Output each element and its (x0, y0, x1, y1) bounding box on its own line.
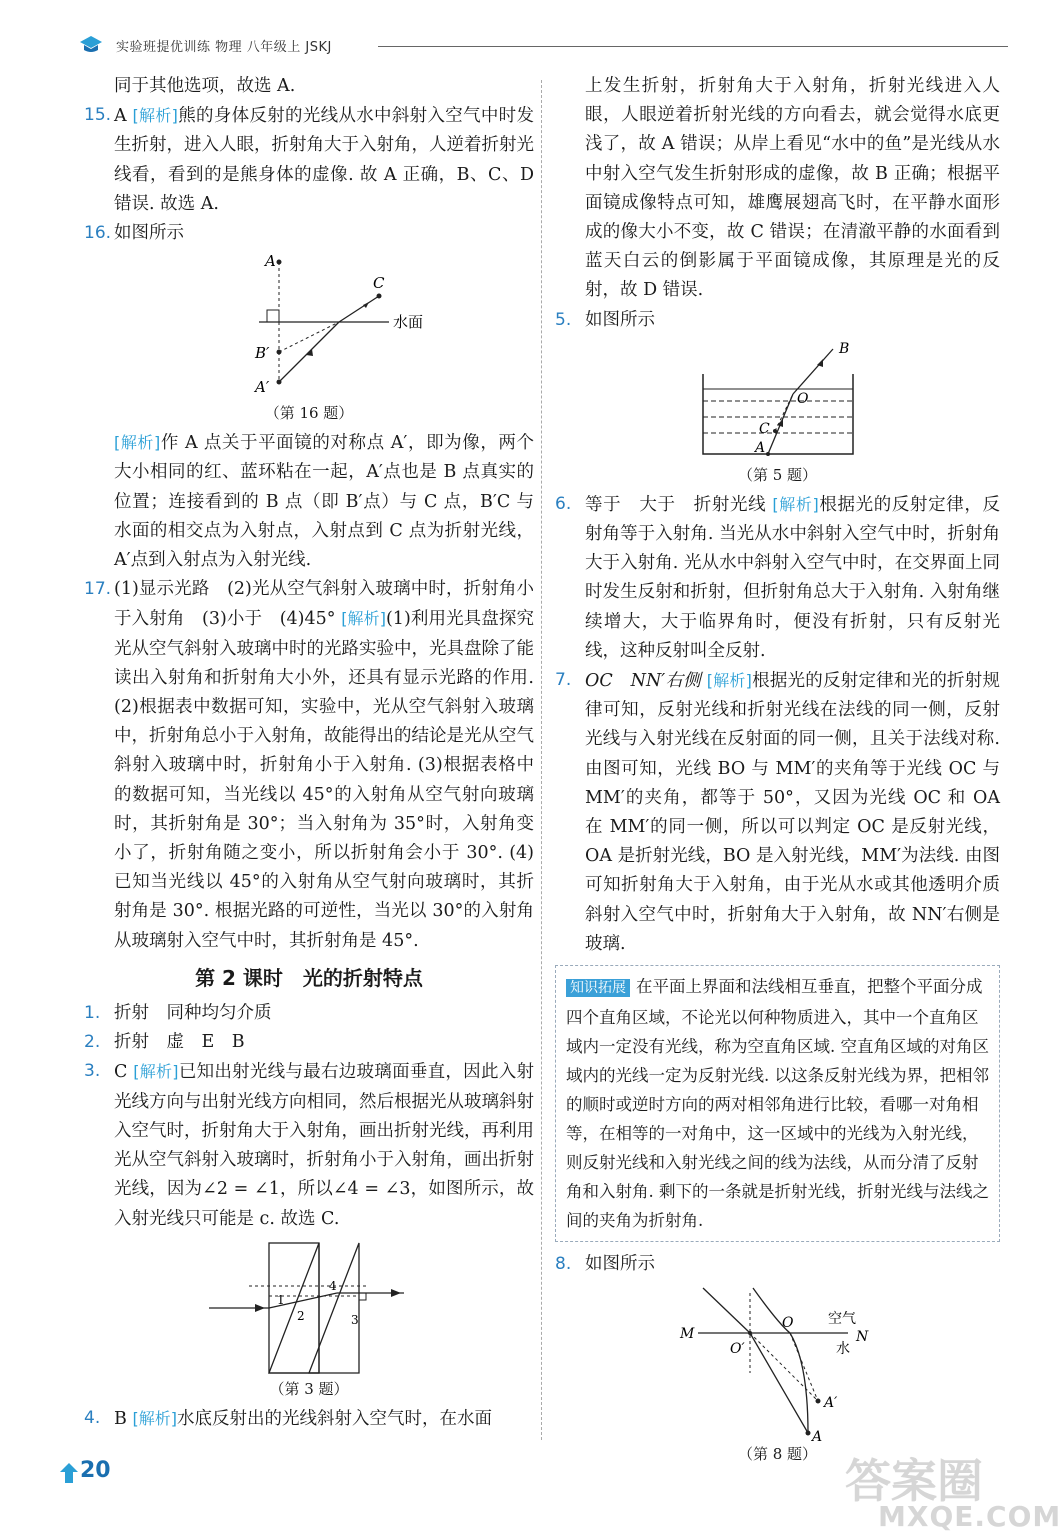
answer-text: (1)显示光路 (2)光从空气斜射入玻璃中时，折射角小于入射角 (3)小于 (4)45° (114, 579, 534, 630)
answer-17 (84, 575, 534, 956)
page-arrow-icon (60, 1463, 78, 1483)
answer-number: 6. (555, 493, 572, 514)
analysis-tag: [解析] (133, 1062, 179, 1082)
label-a: A (811, 1429, 822, 1446)
answer-number: 16. (84, 223, 112, 244)
answer-number: 5. (555, 309, 572, 330)
knowledge-extension-box (555, 965, 1000, 1242)
watermark-url: MXQE.COM (878, 1500, 1061, 1533)
knowledge-extension-text: 在平面上界面和法线相互垂直，把整个平面分成四个直角区域，不论光以何种物质进入，其中一个直角区域内一定没有光线，称为空直角区域. 空直角区域的对角区域内的光线一定为反射光线. 以这条反射光线为界，把相邻的顺时或逆时方向的两对相邻角进行比较，看哪一对角相等，在相等的一对角中，这一区域中的光线为入射光线，则反射光线和入射光线之间的线为法线，从而分清了反射角和入射角. 剩下的一条就是折射光线，折射光线与法线之间的夹角为折射角. (566, 977, 989, 1231)
analysis-16 (84, 428, 534, 575)
answer-choice: A (114, 106, 127, 127)
answer-number: 15. (84, 105, 112, 126)
label-o: O (781, 1315, 793, 1332)
angle-label-4: 4 (329, 1278, 337, 1293)
watermark-logo: 答案圈 (845, 1454, 983, 1508)
answer-choice: C (114, 1062, 128, 1083)
page-header (78, 30, 1008, 62)
answer-number: 2. (84, 1032, 101, 1053)
answer-text: 如图所示 (114, 223, 184, 244)
book-logo-icon (78, 32, 104, 54)
label-c: C (373, 274, 385, 293)
answer-number: 3. (84, 1061, 101, 1082)
figure-5 (693, 339, 863, 464)
figure-16 (199, 252, 424, 402)
label-a: A (265, 252, 276, 271)
label-b-prime: B′ (255, 344, 270, 363)
label-b: B (838, 340, 849, 357)
answer-number: 1. (84, 1003, 101, 1024)
answer-3 (84, 1057, 534, 1233)
answer-4 (84, 1404, 534, 1434)
label-o: O (796, 390, 808, 407)
answer-number: 4. (84, 1407, 101, 1428)
answer-16 (84, 219, 534, 248)
analysis-tag: [解析] (341, 609, 386, 629)
answer-7 (555, 666, 1000, 959)
answer-text: 如图所示 (585, 309, 655, 330)
answer-number: 7. (555, 670, 572, 691)
section-title: 第 2 课时 光的折射特点 (195, 965, 423, 990)
answer-1 (84, 999, 534, 1028)
label-m: M (679, 1326, 694, 1343)
analysis-tag: [解析] (114, 433, 161, 453)
label-c: C (758, 420, 770, 437)
analysis-text: 根据光的反射定律和光的折射规律可知，反射光线和折射光线在法线的同一侧，反射光线与入射光线在反射面的同一侧，且关于法线对称. 由图可知，光线 BO 与 MM′的夹角等于光线 OC 与 MM′的夹角，都等于 50°，又因为光线 OC 和 OA 在 MM′的同一侧，所以可以判定 OC 是反射光线，OA 是折射光线，BO 是入射光线，MM′为法线. 由图可知折射角大于入射角，由于光从水或其他透明介质斜射入空气中时，折射角大于入射角，故 NN′右侧是玻璃. (585, 671, 1000, 954)
analysis-text: 作 A 点关于平面镜的对称点 A′，即为像，两个大小相同的红、蓝环粘在一起，A′点也是 B 点真实的位置；连接看到的 B 点（即 B′点）与 C 点，B′C 与水面的相交点为入射点，入射点到 C 点为折射光线，A′点到入射点为入射光线. (114, 433, 534, 571)
label-a-prime: A′ (823, 1395, 837, 1412)
header-rule (378, 46, 1008, 47)
label-a: A (754, 439, 765, 456)
label-n: N (855, 1329, 868, 1346)
continued-text: 上发生折射，折射角大于入射角，折射光线进入人眼，人眼逆着折射光线的方向看去，就会觉得水底更浅了，故 A 错误；从岸上看见“水中的鱼”是光线从水中射入空气发生折射形成的虚像，故 B 正确；根据平面镜成像特点可知，雄鹰展翅高飞时，在平静水面形成的像大小不变，故 C 错误；在清澈平静的水面看到蓝天白云的倒影属于平面镜成像，其原理是光的反射，故 D 错误. (585, 76, 1000, 301)
label-a-prime: A′ (255, 378, 270, 397)
analysis-tag: [解析] (132, 1408, 177, 1428)
answer-8 (555, 1250, 1000, 1279)
continued-text: 同于其他选项，故选 A. (114, 76, 296, 96)
right-column (555, 72, 1000, 1469)
header-title: 实验班提优训练 物理 八年级上 JSKJ (116, 40, 332, 55)
analysis-text: 熊的身体反射的光线从水中斜射入空气中时发生折射，进入人眼，折射角大于入射角，人逆着折射光线看，看到的是熊身体的虚像. 故 A 正确，B、C、D 错误. 故选 A. (114, 106, 534, 214)
answer-5 (555, 306, 1000, 335)
answer-2 (84, 1028, 534, 1057)
knowledge-extension-label: 知识拓展 (566, 979, 630, 997)
answer-text: 折射 同种均匀介质 (114, 1003, 272, 1024)
figure-3 (209, 1238, 409, 1378)
answer-number: 8. (555, 1254, 572, 1275)
figure-caption: （第 5 题） (737, 465, 818, 484)
analysis-text: 已知出射光线与最右边玻璃面垂直，因此入射光线方向与出射光线方向相同，然后根据光从玻璃斜射入空气时，折射角大于入射角，画出折射光线，再利用光从空气斜射入玻璃时，折射角小于入射角，画出折射光线，因为∠2 = ∠1，所以∠4 = ∠3，如图所示，故入射光线只可能是 c. 故选 C. (114, 1062, 534, 1229)
angle-label-3: 3 (351, 1312, 359, 1327)
figure-caption: （第 8 题） (737, 1445, 818, 1464)
answer-text: 如图所示 (585, 1254, 655, 1275)
answer-6 (555, 490, 1000, 666)
analysis-text: (1)利用光具盘探究光从空气斜射入玻璃中时的光路实验中，光具盘除了能读出入射角和折射角大小外，还具有显示光路的作用. (2)根据表中数据可知，实验中，光从空气斜射入玻璃中，折射角总小于入射角，故能得出的结论是光从空气斜射入玻璃中时，折射角小于入射角. (3)根据表格中的数据可知，当光线以 45°的入射角从空气射向玻璃时，其折射角是 30°；当入射角为 35°时，入射角变小了，折射角随之变小，所以折射角会小于 30°. (4)已知当光线以 45°的入射角从空气射向玻璃时，其折射角是 30°. 根据光路的可逆性，当光以 30°的入射角从玻璃射入空气中时，其折射角是 45°. (114, 609, 534, 951)
analysis-tag: [解析] (706, 671, 752, 691)
answer-choice: B (114, 1408, 127, 1429)
answer-number: 17. (84, 579, 112, 600)
figure-8 (678, 1283, 878, 1446)
column-divider (541, 80, 542, 1440)
angle-label-2: 2 (297, 1308, 305, 1323)
label-water: 水 (835, 1341, 850, 1358)
analysis-text: 根据光的反射定律，反射角等于入射角. 当光从水中斜射入空气中时，折射角大于入射角. 光从水中斜射入空气中时，在交界面上同时发生反射和折射，但折射角总大于入射角. 入射角继续增大，大于临界角时，便没有折射，只有反射光线，这种反射叫全反射. (585, 494, 1000, 661)
analysis-tag: [解析] (772, 494, 819, 514)
label-o-prime: O′ (729, 1341, 745, 1358)
label-air: 空气 (827, 1311, 856, 1328)
analysis-text: 水底反射出的光线斜射入空气时，在水面 (176, 1408, 492, 1429)
figure-caption: （第 16 题） (264, 404, 354, 423)
left-column (84, 72, 534, 1434)
page-number: 20 (80, 1458, 111, 1483)
label-water-surface: 水面 (393, 313, 424, 332)
answer-text: 折射 虚 E B (114, 1032, 245, 1053)
angle-label-1: 1 (277, 1292, 285, 1307)
answer-15 (84, 101, 534, 219)
figure-caption: （第 3 题） (269, 1379, 349, 1398)
answer-text: 等于 大于 折射光线 (585, 494, 767, 515)
analysis-tag: [解析] (132, 106, 178, 126)
answer-text: OC NN′右侧 (585, 671, 701, 692)
